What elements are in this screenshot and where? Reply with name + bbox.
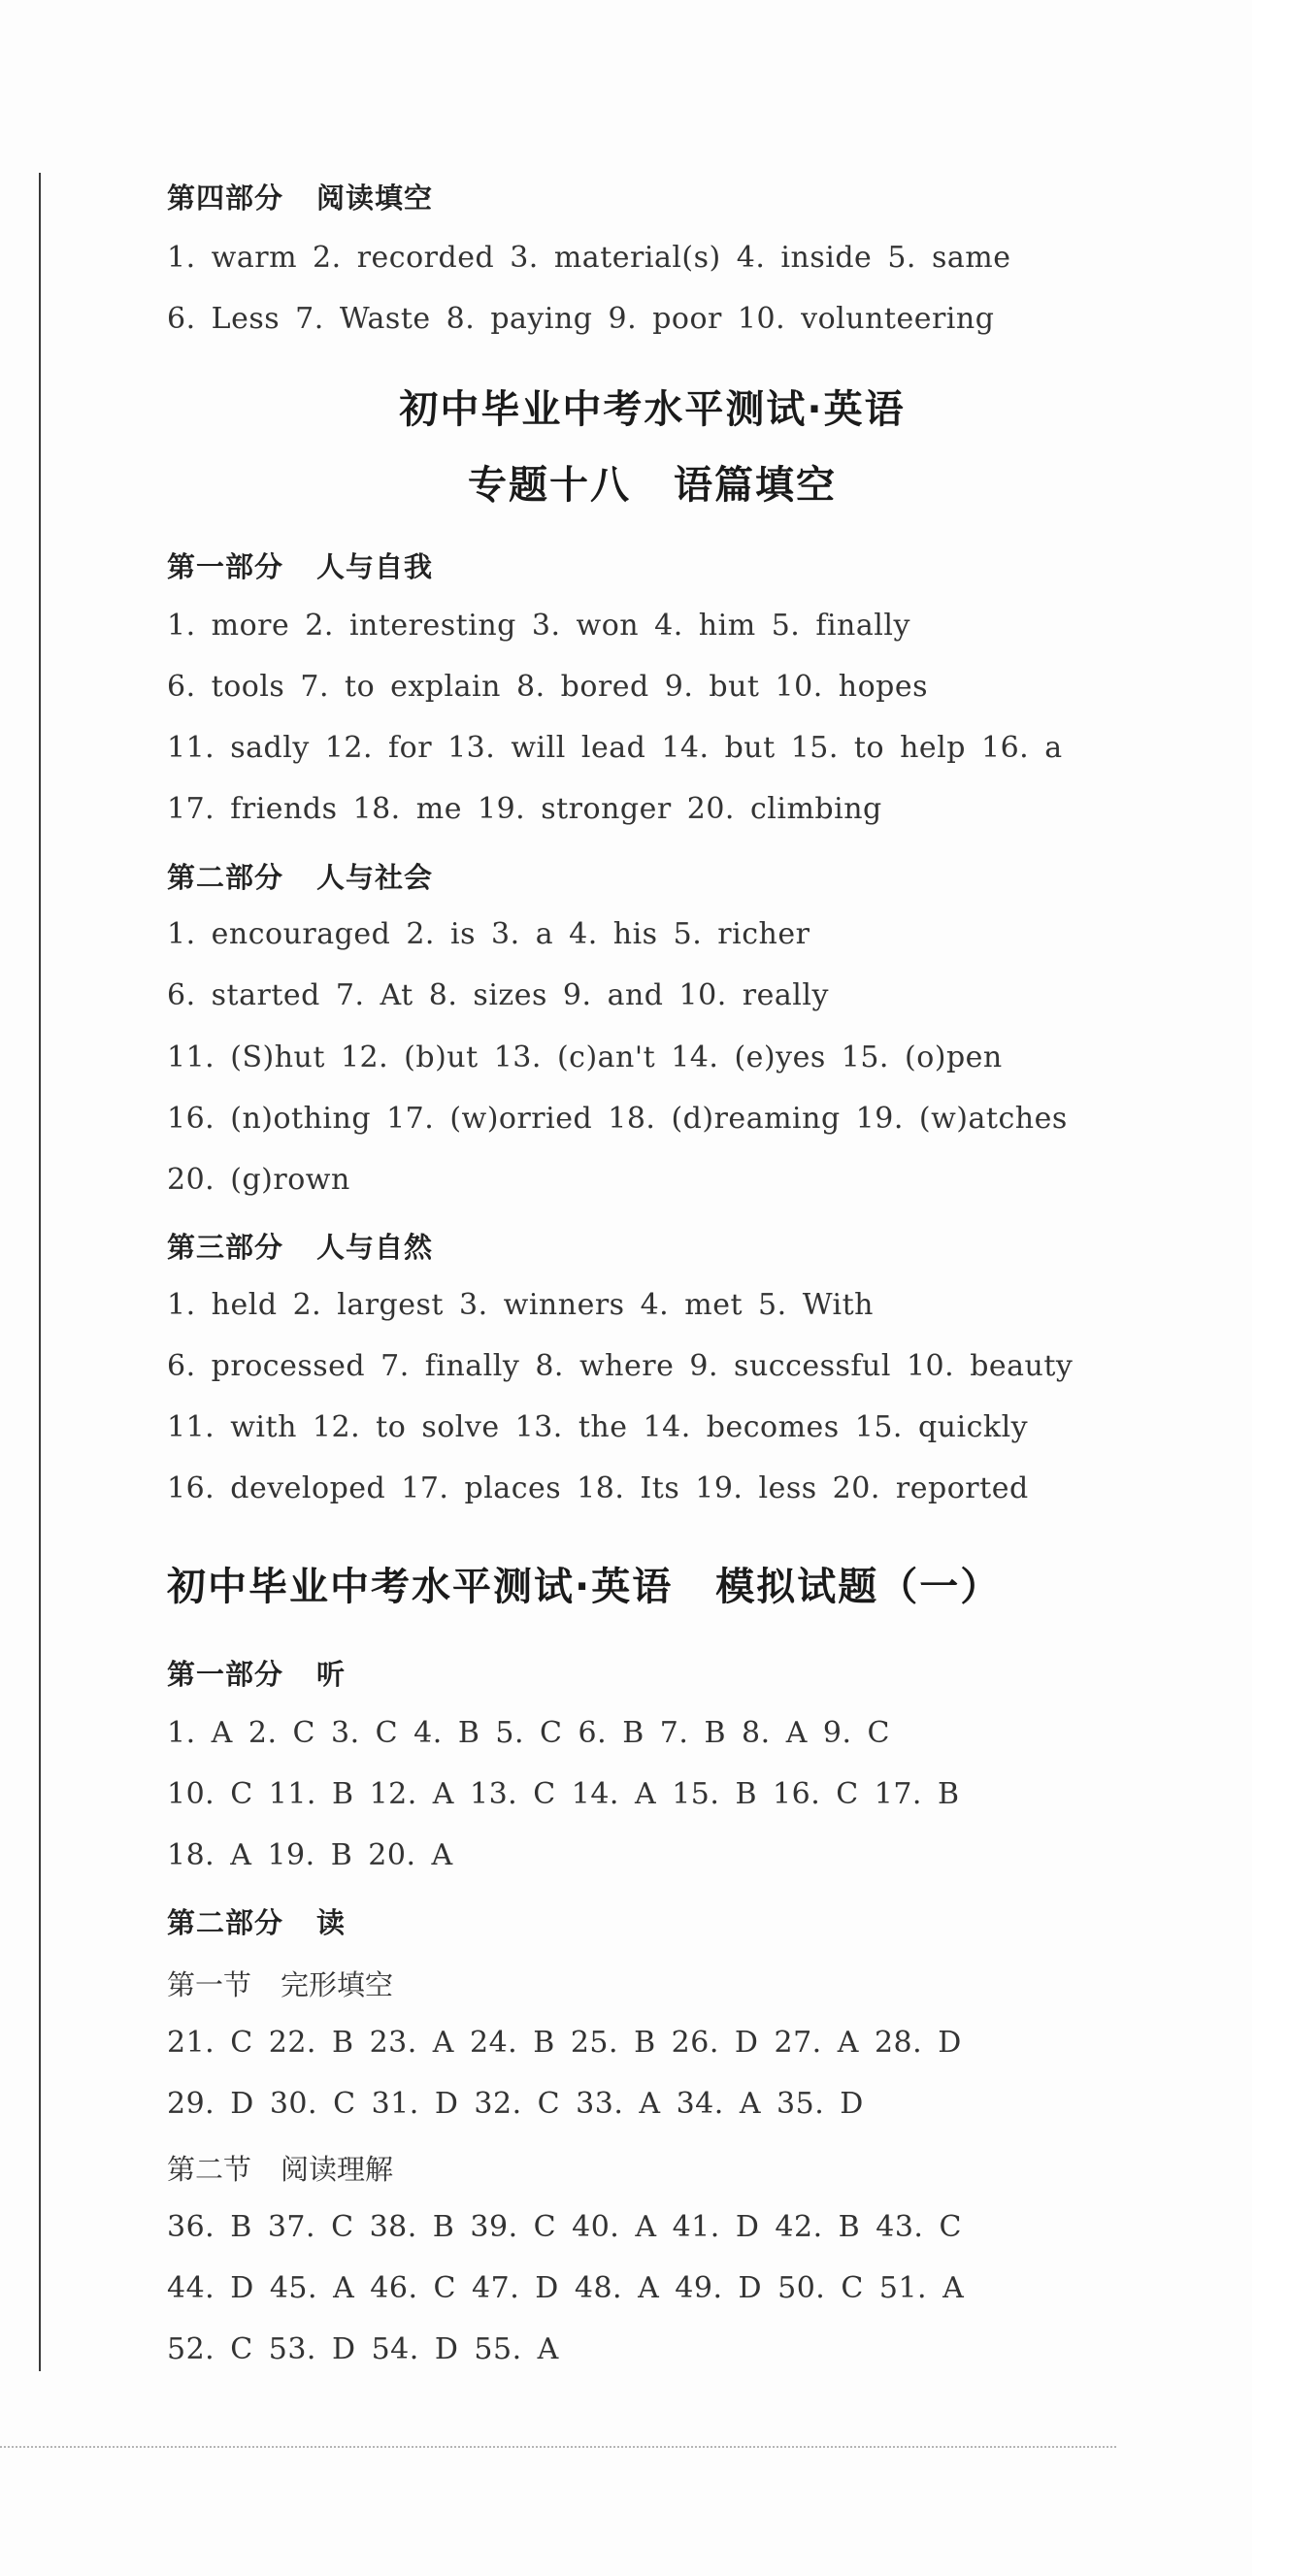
section-heading-label: 第一部分	[167, 550, 284, 583]
section-heading-title: 读	[316, 1906, 347, 1939]
topic-subtitle-name: 语篇填空	[674, 463, 837, 508]
answer-line: 16. developed 17. places 18. Its 19. less 20. reported	[167, 1471, 1029, 1505]
subsection-heading-cloze	[167, 1964, 393, 2003]
answer-line: 20. (g)rown	[167, 1163, 350, 1197]
mock-exam-title	[167, 1556, 1001, 1611]
section-heading-nature	[167, 1226, 433, 1266]
answer-line: 6. Less 7. Waste 8. paying 9. poor 10. volunteering	[167, 302, 995, 336]
answer-line: 44. D 45. A 46. C 47. D 48. A 49. D 50. C 51. A	[167, 2271, 965, 2305]
mock-exam-title-number: 模拟试题（一）	[715, 1565, 1002, 1609]
section-heading-label: 第一部分	[167, 1658, 284, 1691]
subsection-label: 第二节	[167, 2153, 252, 2186]
section-heading-society	[167, 856, 433, 896]
topic-subtitle	[167, 454, 1138, 510]
answer-line: 6. processed 7. finally 8. where 9. successful 10. beauty	[167, 1349, 1074, 1383]
answer-line: 11. with 12. to solve 13. the 14. becomes 15. quickly	[167, 1410, 1029, 1444]
left-margin-rule	[39, 173, 41, 2371]
section-heading-title: 人与自然	[316, 1231, 434, 1264]
answer-line: 11. (S)hut 12. (b)ut 13. (c)an't 14. (e)yes 15. (o)pen	[167, 1040, 1003, 1074]
section-heading-reading-fill	[167, 177, 433, 216]
bottom-dotted-rule	[0, 2446, 1116, 2448]
answer-line: 6. started 7. At 8. sizes 9. and 10. really	[167, 978, 829, 1012]
subsection-label: 第一节	[167, 1968, 252, 2001]
section-heading-reading	[167, 1901, 346, 1941]
answer-line: 16. (n)othing 17. (w)orried 18. (d)reaming 19. (w)atches	[167, 1102, 1068, 1136]
section-heading-label: 第三部分	[167, 1231, 284, 1264]
section-heading-label: 第二部分	[167, 1906, 284, 1939]
answer-line: 6. tools 7. to explain 8. bored 9. but 10. hopes	[167, 670, 929, 704]
section-heading-title: 人与社会	[316, 861, 434, 894]
section-heading-title: 听	[316, 1658, 347, 1691]
topic-subtitle-number: 专题十八	[468, 463, 631, 508]
answer-line: 18. A 19. B 20. A	[167, 1838, 453, 1872]
answer-line: 10. C 11. B 12. A 13. C 14. A 15. B 16. C 17. B	[167, 1777, 960, 1811]
answer-line: 21. C 22. B 23. A 24. B 25. B 26. D 27. A 28. D	[167, 2026, 962, 2060]
answer-line: 11. sadly 12. for 13. will lead 14. but 15. to help 16. a	[167, 731, 1063, 765]
section-heading-title: 阅读填空	[316, 182, 434, 215]
subsection-heading-comprehension	[167, 2148, 393, 2188]
subsection-title: 完形填空	[281, 1968, 394, 2001]
subsection-title: 阅读理解	[281, 2153, 394, 2186]
answer-line: 1. A 2. C 3. C 4. B 5. C 6. B 7. B 8. A 9. C	[167, 1716, 891, 1750]
section-heading-listening	[167, 1653, 346, 1693]
section-heading-label: 第四部分	[167, 182, 284, 215]
section-heading-title: 人与自我	[316, 550, 434, 583]
answer-line: 1. warm 2. recorded 3. material(s) 4. inside 5. same	[167, 241, 1011, 275]
section-heading-label: 第二部分	[167, 861, 284, 894]
answer-line: 36. B 37. C 38. B 39. C 40. A 41. D 42. B 43. C	[167, 2210, 962, 2244]
section-heading-self	[167, 545, 433, 585]
answer-line: 1. encouraged 2. is 3. a 4. his 5. richer	[167, 917, 810, 951]
answer-line: 52. C 53. D 54. D 55. A	[167, 2332, 559, 2366]
mock-exam-title-main: 初中毕业中考水平测试·英语	[167, 1565, 674, 1609]
answer-line: 1. more 2. interesting 3. won 4. him 5. finally	[167, 609, 910, 643]
answer-line: 29. D 30. C 31. D 32. C 33. A 34. A 35. D	[167, 2087, 864, 2121]
topic-title: 初中毕业中考水平测试·英语	[399, 387, 906, 432]
answer-line: 17. friends 18. me 19. stronger 20. climbing	[167, 792, 882, 826]
answer-line: 1. held 2. largest 3. winners 4. met 5. With	[167, 1288, 874, 1322]
